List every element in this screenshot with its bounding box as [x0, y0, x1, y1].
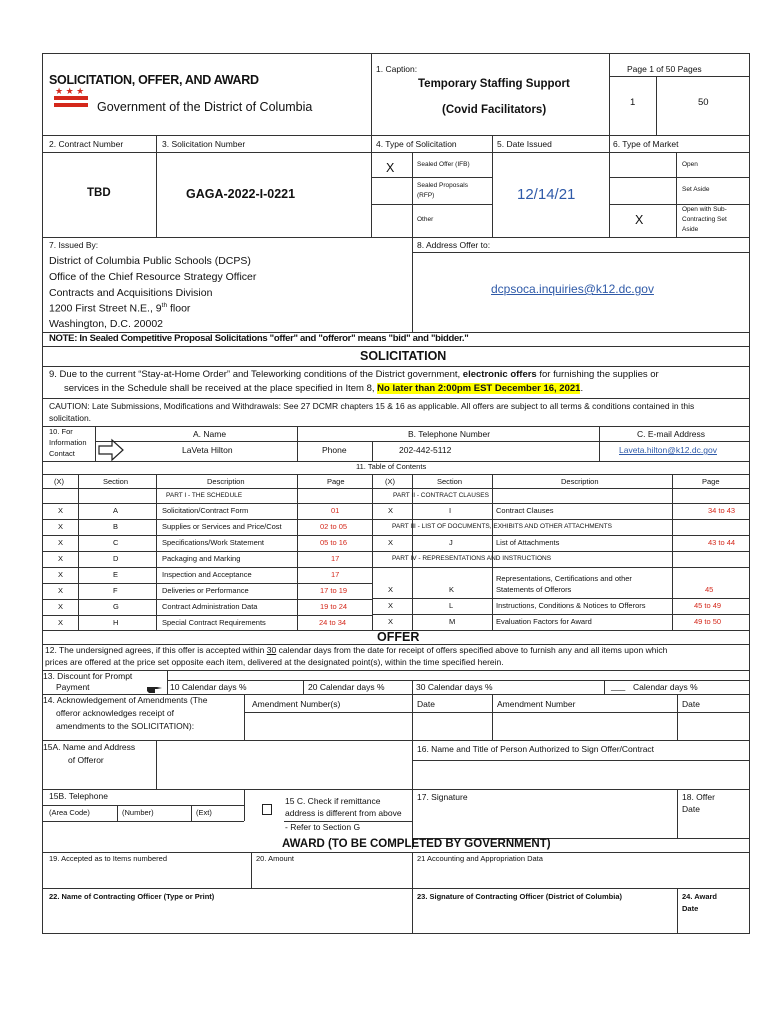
- amendment-numbers-label: Amendment Number(s): [252, 699, 341, 709]
- info-contact-label-1: 10. For: [49, 427, 73, 436]
- telephone-heading: B. Telephone Number: [408, 429, 491, 439]
- flag-stars: ★ ★ ★: [55, 86, 85, 96]
- discount-label-1: 13. Discount for Prompt: [43, 671, 133, 681]
- contract-number-label: 2. Contract Number: [49, 139, 124, 149]
- issued-by-line3: Contracts and Acquisitions Division: [49, 287, 213, 299]
- name-address-label-1: 15A. Name and Address: [43, 742, 136, 752]
- page-current: 1: [630, 97, 636, 108]
- toc-col-x-left: (X): [54, 477, 64, 486]
- toc-col-description-left: Description: [207, 477, 245, 486]
- other-label: Other: [417, 216, 434, 223]
- contact-email[interactable]: Laveta.hilton@k12.dc.gov: [619, 445, 717, 455]
- toc-part3: PART III - LIST OF DOCUMENTS, EXHIBITS AND OTHER ATTACHMENTS: [392, 523, 612, 530]
- date-issued-label: 5. Date Issued: [497, 139, 552, 149]
- ext-label: (Ext): [196, 808, 212, 817]
- issued-by-label: 7. Issued By:: [49, 240, 99, 250]
- sealed-offer-label: Sealed Offer (IFB): [417, 161, 470, 168]
- sealed-note: NOTE: In Sealed Competitive Proposal Solicitations "offer" and "offeror" means "bid" and "bidder.": [49, 333, 469, 344]
- issued-by-line1: District of Columbia Public Schools (DCPS): [49, 255, 251, 267]
- toc-part2: PART II - CONTRACT CLAUSES: [393, 492, 489, 499]
- offer-date-label-1: 18. Offer: [682, 792, 715, 802]
- caution-line2: solicitation.: [49, 413, 92, 423]
- award-date-label-1: 24. Award: [682, 892, 718, 901]
- toc-col-page-right: Page: [702, 477, 720, 486]
- toc-row-j: X J List of Attachments 43 to 44: [388, 538, 736, 547]
- discount-20-days: 20 Calendar days %: [308, 682, 385, 692]
- toc-row-m: X M Evaluation Factors for Award 49 to 50: [388, 617, 722, 626]
- address-offer-email[interactable]: dcpsoca.inquiries@k12.dc.gov: [491, 282, 654, 296]
- item9-line2: services in the Schedule shall be received at the place specified in Item 8, No later than 2:00pm EST December 16, 2021.: [64, 383, 584, 394]
- toc-row-i: X I Contract Clauses 34 to 43: [388, 506, 736, 515]
- discount-other-blank[interactable]: ___: [611, 681, 626, 691]
- item12-line1: 12. The undersigned agrees, if this offer is accepted within 30 calendar days from the date for receipt of offers specified above to furnish any and all items upon which: [45, 645, 668, 655]
- amount-label: 20. Amount: [256, 854, 294, 863]
- toc-row-c: X C Specifications/Work Statement 05 to 16: [42, 535, 372, 552]
- arrow-right-icon: [98, 438, 124, 462]
- discount-30-days: 30 Calendar days %: [416, 682, 493, 692]
- deadline-highlight: No later than 2:00pm EST December 16, 2021: [377, 383, 581, 394]
- email-heading: C. E-mail Address: [637, 429, 706, 439]
- offer-date-label-2: Date: [682, 804, 700, 814]
- pointing-hand-icon: [146, 684, 164, 694]
- remittance-label-1: 15 C. Check if remittance: [285, 796, 381, 806]
- ack-line1: 14. Acknowledgement of Amendments (The: [43, 695, 208, 705]
- government-name: Government of the District of Columbia: [97, 100, 313, 114]
- toc-col-x-right: (X): [385, 477, 395, 486]
- market-open: Open: [682, 161, 698, 168]
- toc-row-d: X D Packaging and Marking 17: [42, 551, 372, 568]
- type-of-market-label: 6. Type of Market: [613, 139, 679, 149]
- toc-row-e: X E Inspection and Acceptance 17: [42, 567, 372, 584]
- toc-row-a: X A Solicitation/Contract Form 01: [42, 503, 372, 520]
- amendment-date-label-2: Date: [682, 699, 700, 709]
- market-set-aside: Set Aside: [682, 186, 710, 193]
- sealed-proposals-label-1: Sealed Proposals: [417, 182, 468, 189]
- authorized-signer-label: 16. Name and Title of Person Authorized to Sign Offer/Contract: [417, 744, 655, 754]
- page-count: Page 1 of 50 Pages: [627, 64, 702, 74]
- number-label: (Number): [122, 808, 154, 817]
- item9-line1: 9. Due to the current “Stay-at-Home Order” and Teleworking conditions of the District government, electronic offers for furnishing the supplies or: [49, 369, 659, 380]
- caption-line1: Temporary Staffing Support: [418, 78, 570, 90]
- discount-other-days: Calendar days %: [633, 682, 698, 692]
- toc-part4: PART IV - REPRESENTATIONS AND INSTRUCTIONS: [392, 555, 552, 562]
- toc-row-h: X H Special Contract Requirements 24 to 34: [58, 618, 347, 627]
- market-open-sub-3: Aside: [682, 226, 699, 233]
- toc-row-f: X F Deliveries or Performance 17 to 19: [42, 583, 372, 600]
- toc-col-description-right: Description: [561, 477, 599, 486]
- solicitation-number-label: 3. Solicitation Number: [162, 139, 246, 149]
- amendment-date-label: Date: [417, 699, 435, 709]
- contact-phone: 202-442-5112: [399, 445, 452, 455]
- toc-row-b: X B Supplies or Services and Price/Cost 02 to 05: [42, 519, 372, 536]
- discount-10-days: 10 Calendar days %: [170, 682, 247, 692]
- issued-by-line2: Office of the Chief Resource Strategy Officer: [49, 271, 257, 283]
- issued-by-line5: Washington, D.C. 20002: [49, 318, 164, 330]
- accepted-items-label: 19. Accepted as to Items numbered: [49, 854, 167, 863]
- dc-flag-icon: [54, 88, 88, 110]
- caution-line1: CAUTION: Late Submissions, Modifications and Withdrawals: See 27 DCMR chapters 15 & 16 as applicable. All offers are subject to all terms & conditions contained in this: [49, 401, 695, 411]
- remittance-label-2: address is different from above: [285, 808, 402, 818]
- sealed-offer-checkbox[interactable]: X: [386, 161, 395, 175]
- toc-row-l: X L Instructions, Conditions & Notices to Offerors 45 to 49: [388, 601, 722, 610]
- toc-col-section-right: Section: [437, 477, 463, 486]
- type-of-solicitation-label: 4. Type of Solicitation: [376, 139, 457, 149]
- remittance-checkbox[interactable]: [262, 804, 272, 815]
- telephone-label: 15B. Telephone: [49, 791, 108, 801]
- award-heading: AWARD (TO BE COMPLETED BY GOVERNMENT): [282, 838, 551, 850]
- page-total: 50: [698, 97, 709, 108]
- award-date-label-2: Date: [682, 904, 699, 913]
- contract-number: TBD: [87, 187, 111, 199]
- market-open-sub-2: Contracting Set: [682, 216, 727, 223]
- item12-line2: prices are offered at the price set opposite each item, delivered at the designated point(s), within the time specified herein.: [45, 657, 504, 667]
- caption-line2: (Covid Facilitators): [442, 104, 547, 116]
- officer-name-label: 22. Name of Contracting Officer (Type or Print): [49, 892, 215, 901]
- toc-row-g: X G Contract Administration Data 19 to 24: [42, 599, 372, 616]
- phone-label: Phone: [322, 445, 347, 455]
- date-issued: 12/14/21: [517, 186, 576, 203]
- name-address-label-2: of Offeror: [68, 755, 104, 765]
- solicitation-heading: SOLICITATION: [360, 349, 447, 363]
- signature-label: 17. Signature: [417, 792, 468, 802]
- contact-name: LaVeta Hilton: [182, 445, 233, 455]
- address-offer-label: 8. Address Offer to:: [417, 240, 491, 250]
- discount-label-2: Payment: [56, 682, 90, 692]
- accounting-label: 21 Accounting and Appropriation Data: [417, 854, 543, 863]
- ack-line3: amendments to the SOLICITATION):: [56, 721, 195, 731]
- caption-label: 1. Caption:: [376, 64, 418, 74]
- info-contact-label-3: Contact: [49, 449, 75, 458]
- toc-col-section-left: Section: [103, 477, 129, 486]
- name-heading: A. Name: [193, 429, 227, 439]
- toc-left-rows: [42, 503, 372, 630]
- area-code-label: (Area Code): [49, 808, 90, 817]
- amendment-number-label: Amendment Number: [497, 699, 576, 709]
- form-title: SOLICITATION, OFFER, AND AWARD: [49, 73, 259, 87]
- officer-signature-label: 23. Signature of Contracting Officer (District of Columbia): [417, 892, 623, 901]
- toc-row-k: X K Representations, Certifications and other Statements of Offerors 45: [388, 574, 714, 594]
- toc-title: 11. Table of Contents: [356, 462, 427, 471]
- toc-part1: PART I - THE SCHEDULE: [166, 492, 243, 499]
- ack-line2: offeror acknowledges receipt of: [56, 708, 174, 718]
- sealed-proposals-label-2: (RFP): [417, 192, 435, 199]
- market-open-sub-checkbox[interactable]: X: [635, 213, 644, 227]
- remittance-label-3: - Refer to Section G: [285, 822, 361, 832]
- solicitation-number: GAGA-2022-I-0221: [186, 187, 296, 201]
- offer-heading: OFFER: [377, 630, 420, 644]
- issued-by-line4: 1200 First Street N.E., 9th floor: [49, 302, 191, 315]
- info-contact-label-2: Information: [49, 438, 87, 447]
- market-open-sub-1: Open with Sub-: [682, 206, 727, 213]
- toc-col-page-left: Page: [327, 477, 345, 486]
